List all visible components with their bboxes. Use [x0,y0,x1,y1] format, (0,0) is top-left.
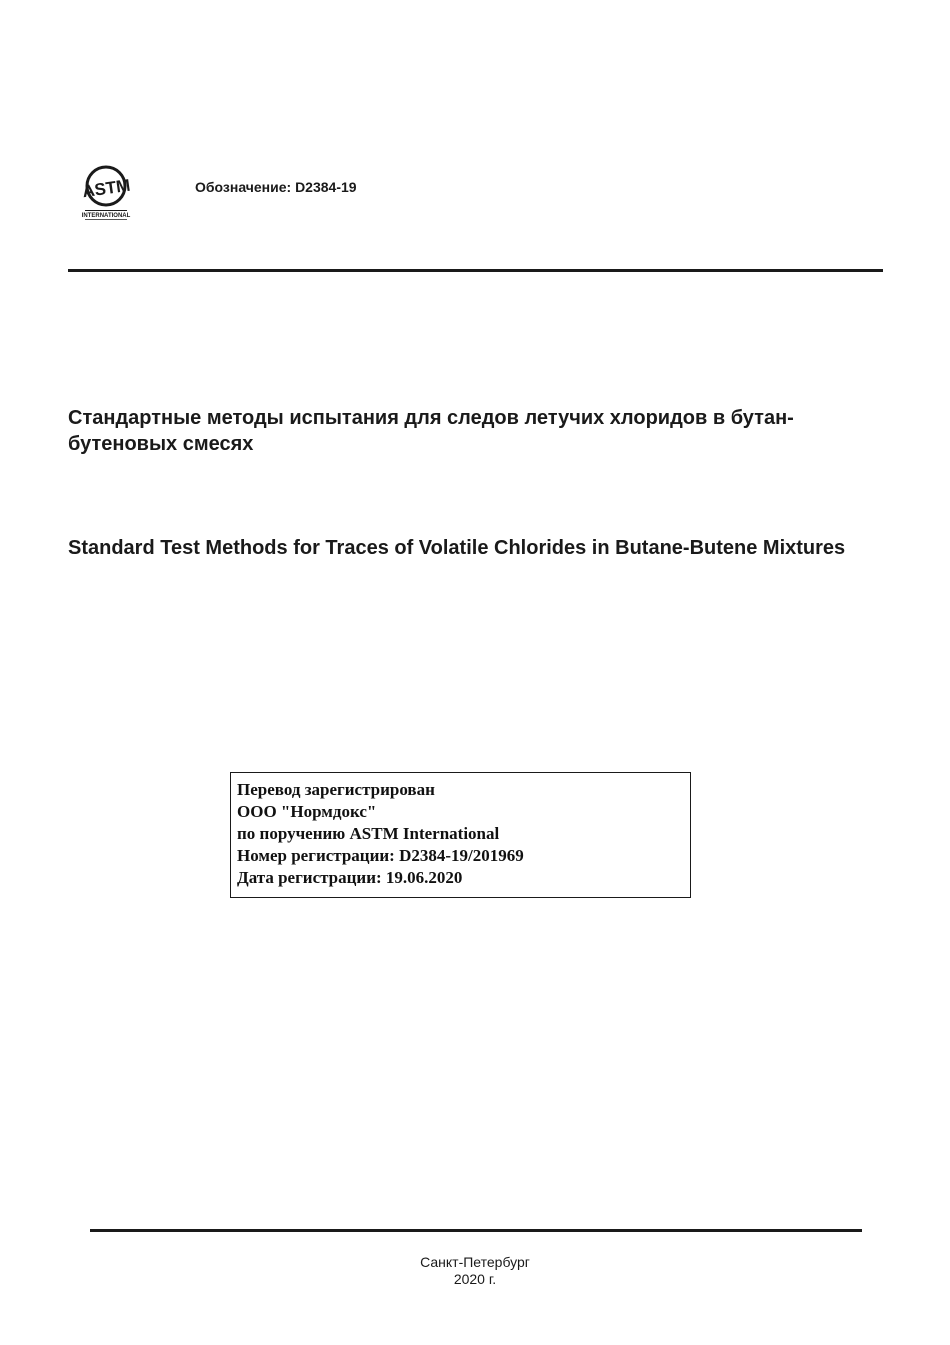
top-rule [68,269,883,272]
logo-caption: INTERNATIONAL [81,213,131,219]
registration-line-commissioned: по поручению ASTM International [237,824,500,843]
footer [0,1254,950,1288]
footer-year: 2020 г. [453,1271,497,1287]
registration-box [230,772,691,898]
title-russian: Стандартные методы испытания для следов летучих хлоридов в бутан-бутеновых смесях [68,407,794,455]
footer-city: Санкт-Петербург [420,1254,530,1270]
astm-logo [80,164,132,222]
designation: Обозначение: D2384-19 [195,179,357,195]
registration-line-date: Дата регистрации: 19.06.2020 [237,868,463,887]
title-english: Standard Test Methods for Traces of Volatile Chlorides in Butane-Butene Mixtures [68,537,846,559]
registration-line-company: ООО "Нормдокс" [237,802,377,821]
svg-text:ASTM: ASTM [81,175,132,202]
bottom-rule [90,1229,862,1232]
registration-line-number: Номер регистрации: D2384-19/201969 [237,846,524,865]
registration-line-registered: Перевод зарегистрирован [237,780,435,799]
